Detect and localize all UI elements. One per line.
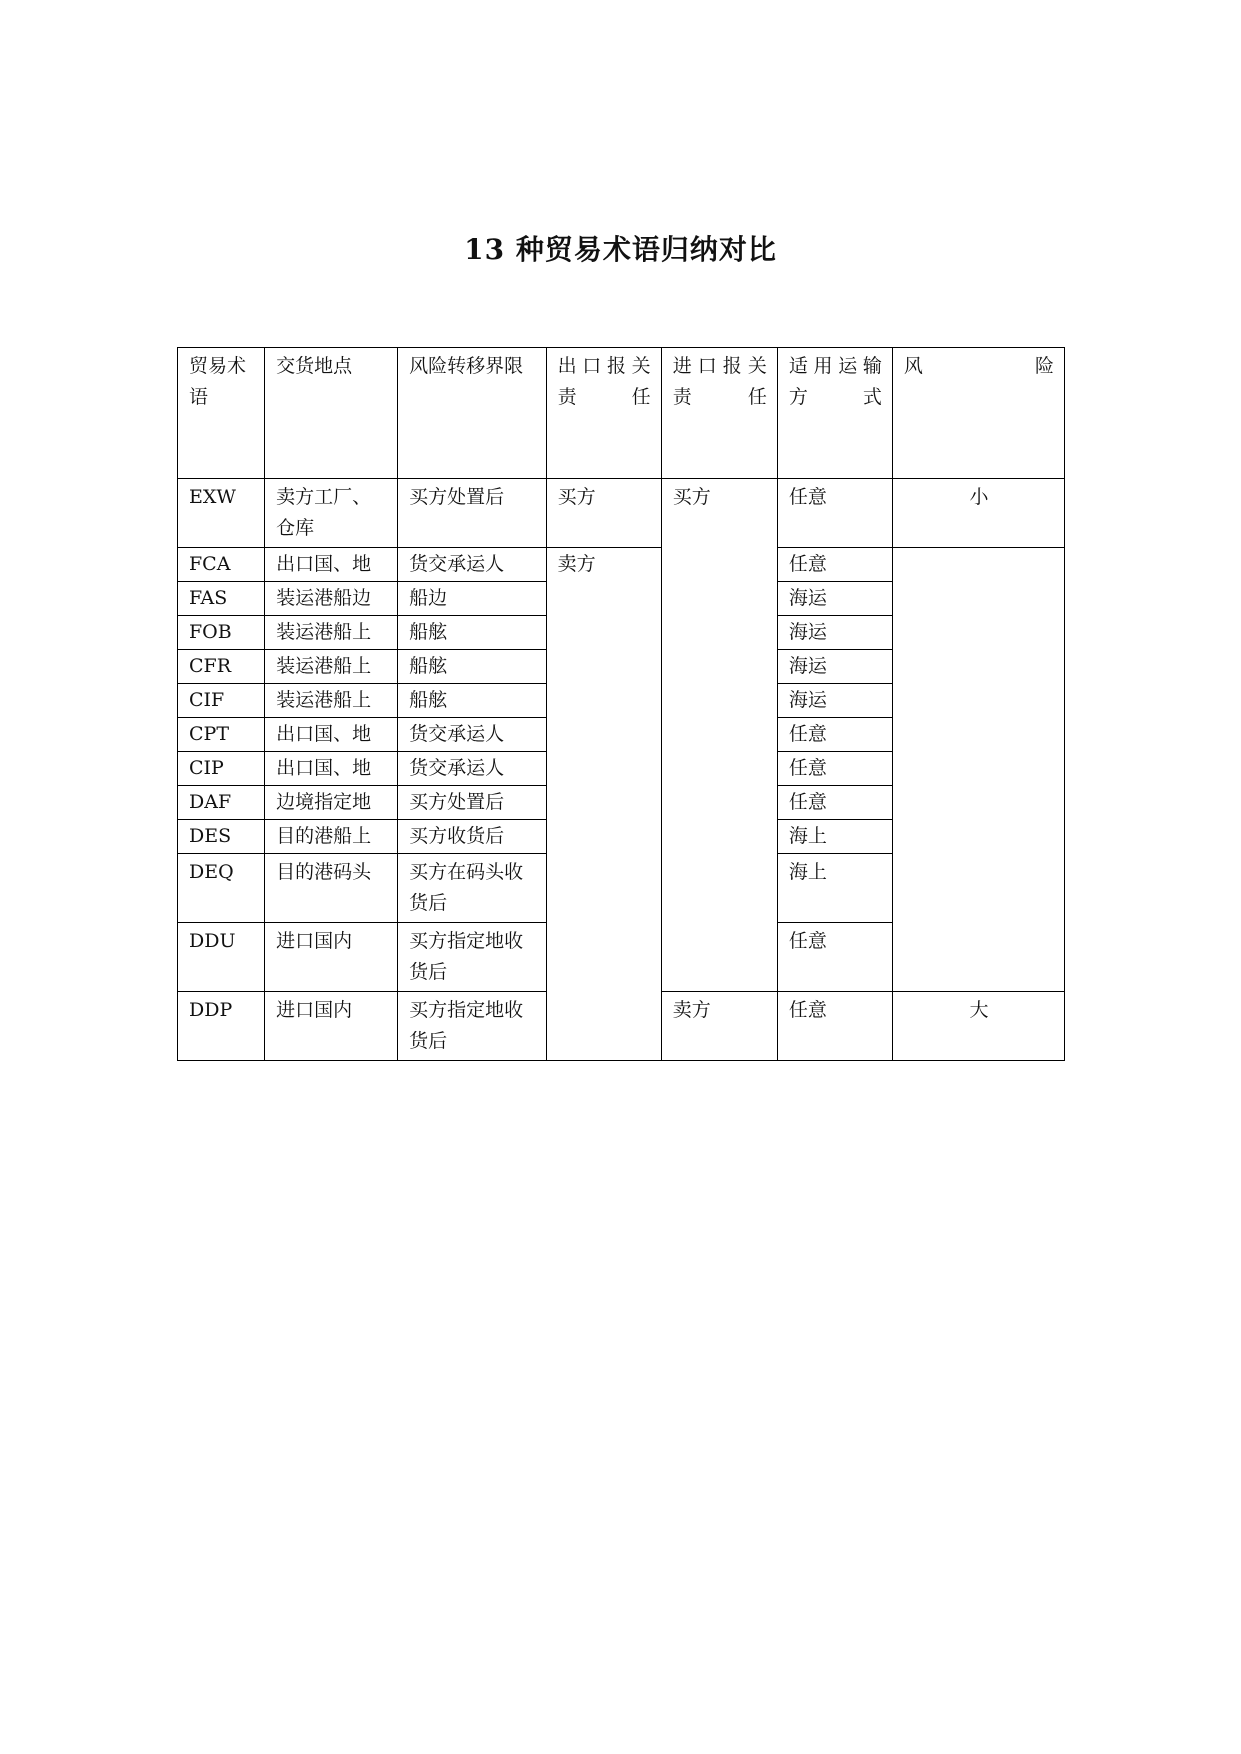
- place-cell: 装运港船上: [265, 616, 398, 650]
- risk-transfer-cell: 买方指定地收货后: [398, 923, 547, 992]
- term-cell: DES: [178, 820, 265, 854]
- term-cell: CIP: [178, 752, 265, 786]
- term-cell: FAS: [178, 582, 265, 616]
- risk-transfer-cell: 船舷: [398, 650, 547, 684]
- header-transport: 适用运输方式: [777, 348, 892, 479]
- risk-level-cell: 大: [892, 992, 1064, 1061]
- table-row: [178, 479, 1065, 548]
- place-cell: 边境指定地: [265, 786, 398, 820]
- import-clearance-cell: 卖方: [661, 992, 777, 1061]
- place-cell: 出口国、地: [265, 548, 398, 582]
- place-cell: 目的港船上: [265, 820, 398, 854]
- place-cell: 装运港船边: [265, 582, 398, 616]
- import-clearance-cell: 买方: [661, 479, 777, 992]
- place-cell: 出口国、地: [265, 752, 398, 786]
- place-cell: 进口国内: [265, 992, 398, 1061]
- risk-transfer-cell: 货交承运人: [398, 752, 547, 786]
- term-cell: CPT: [178, 718, 265, 752]
- risk-transfer-cell: 买方指定地收货后: [398, 992, 547, 1061]
- transport-cell: 海运: [777, 616, 892, 650]
- header-import-clearance: 进口报关责任: [661, 348, 777, 479]
- risk-transfer-cell: 船边: [398, 582, 547, 616]
- header-term: 贸易术语: [178, 348, 265, 479]
- place-cell: 卖方工厂、仓库: [265, 479, 398, 548]
- term-cell: DEQ: [178, 854, 265, 923]
- risk-transfer-cell: 买方在码头收货后: [398, 854, 547, 923]
- document-title: 13 种贸易术语归纳对比: [464, 233, 777, 266]
- risk-level-cell-empty: [892, 548, 1064, 992]
- table-row: [178, 548, 1065, 582]
- transport-cell: 任意: [777, 752, 892, 786]
- header-place: 交货地点: [265, 348, 398, 479]
- term-cell: FOB: [178, 616, 265, 650]
- transport-cell: 任意: [777, 718, 892, 752]
- term-cell: DDU: [178, 923, 265, 992]
- transport-cell: 海运: [777, 684, 892, 718]
- risk-transfer-cell: 买方处置后: [398, 479, 547, 548]
- risk-transfer-cell: 货交承运人: [398, 718, 547, 752]
- place-cell: 出口国、地: [265, 718, 398, 752]
- place-cell: 目的港码头: [265, 854, 398, 923]
- export-clearance-cell: 卖方: [546, 548, 661, 1061]
- term-cell: CFR: [178, 650, 265, 684]
- transport-cell: 海上: [777, 854, 892, 923]
- risk-transfer-cell: 船舷: [398, 616, 547, 650]
- risk-level-cell: 小: [892, 479, 1064, 548]
- term-cell: CIF: [178, 684, 265, 718]
- risk-transfer-cell: 买方处置后: [398, 786, 547, 820]
- transport-cell: 任意: [777, 786, 892, 820]
- transport-cell: 任意: [777, 548, 892, 582]
- term-cell: FCA: [178, 548, 265, 582]
- term-cell: EXW: [178, 479, 265, 548]
- transport-cell: 海运: [777, 650, 892, 684]
- term-cell: DDP: [178, 992, 265, 1061]
- transport-cell: 任意: [777, 923, 892, 992]
- header-risk-transfer: 风险转移界限: [398, 348, 547, 479]
- header-export-clearance: 出口报关责任: [546, 348, 661, 479]
- transport-cell: 任意: [777, 992, 892, 1061]
- transport-cell: 海运: [777, 582, 892, 616]
- term-cell: DAF: [178, 786, 265, 820]
- export-clearance-cell: 买方: [546, 479, 661, 548]
- place-cell: 装运港船上: [265, 684, 398, 718]
- place-cell: 进口国内: [265, 923, 398, 992]
- risk-transfer-cell: 买方收货后: [398, 820, 547, 854]
- transport-cell: 任意: [777, 479, 892, 548]
- table-header-row: [178, 348, 1065, 479]
- place-cell: 装运港船上: [265, 650, 398, 684]
- header-risk: 风 险: [892, 348, 1064, 479]
- risk-transfer-cell: 货交承运人: [398, 548, 547, 582]
- risk-transfer-cell: 船舷: [398, 684, 547, 718]
- trade-terms-table: [177, 347, 1065, 1061]
- transport-cell: 海上: [777, 820, 892, 854]
